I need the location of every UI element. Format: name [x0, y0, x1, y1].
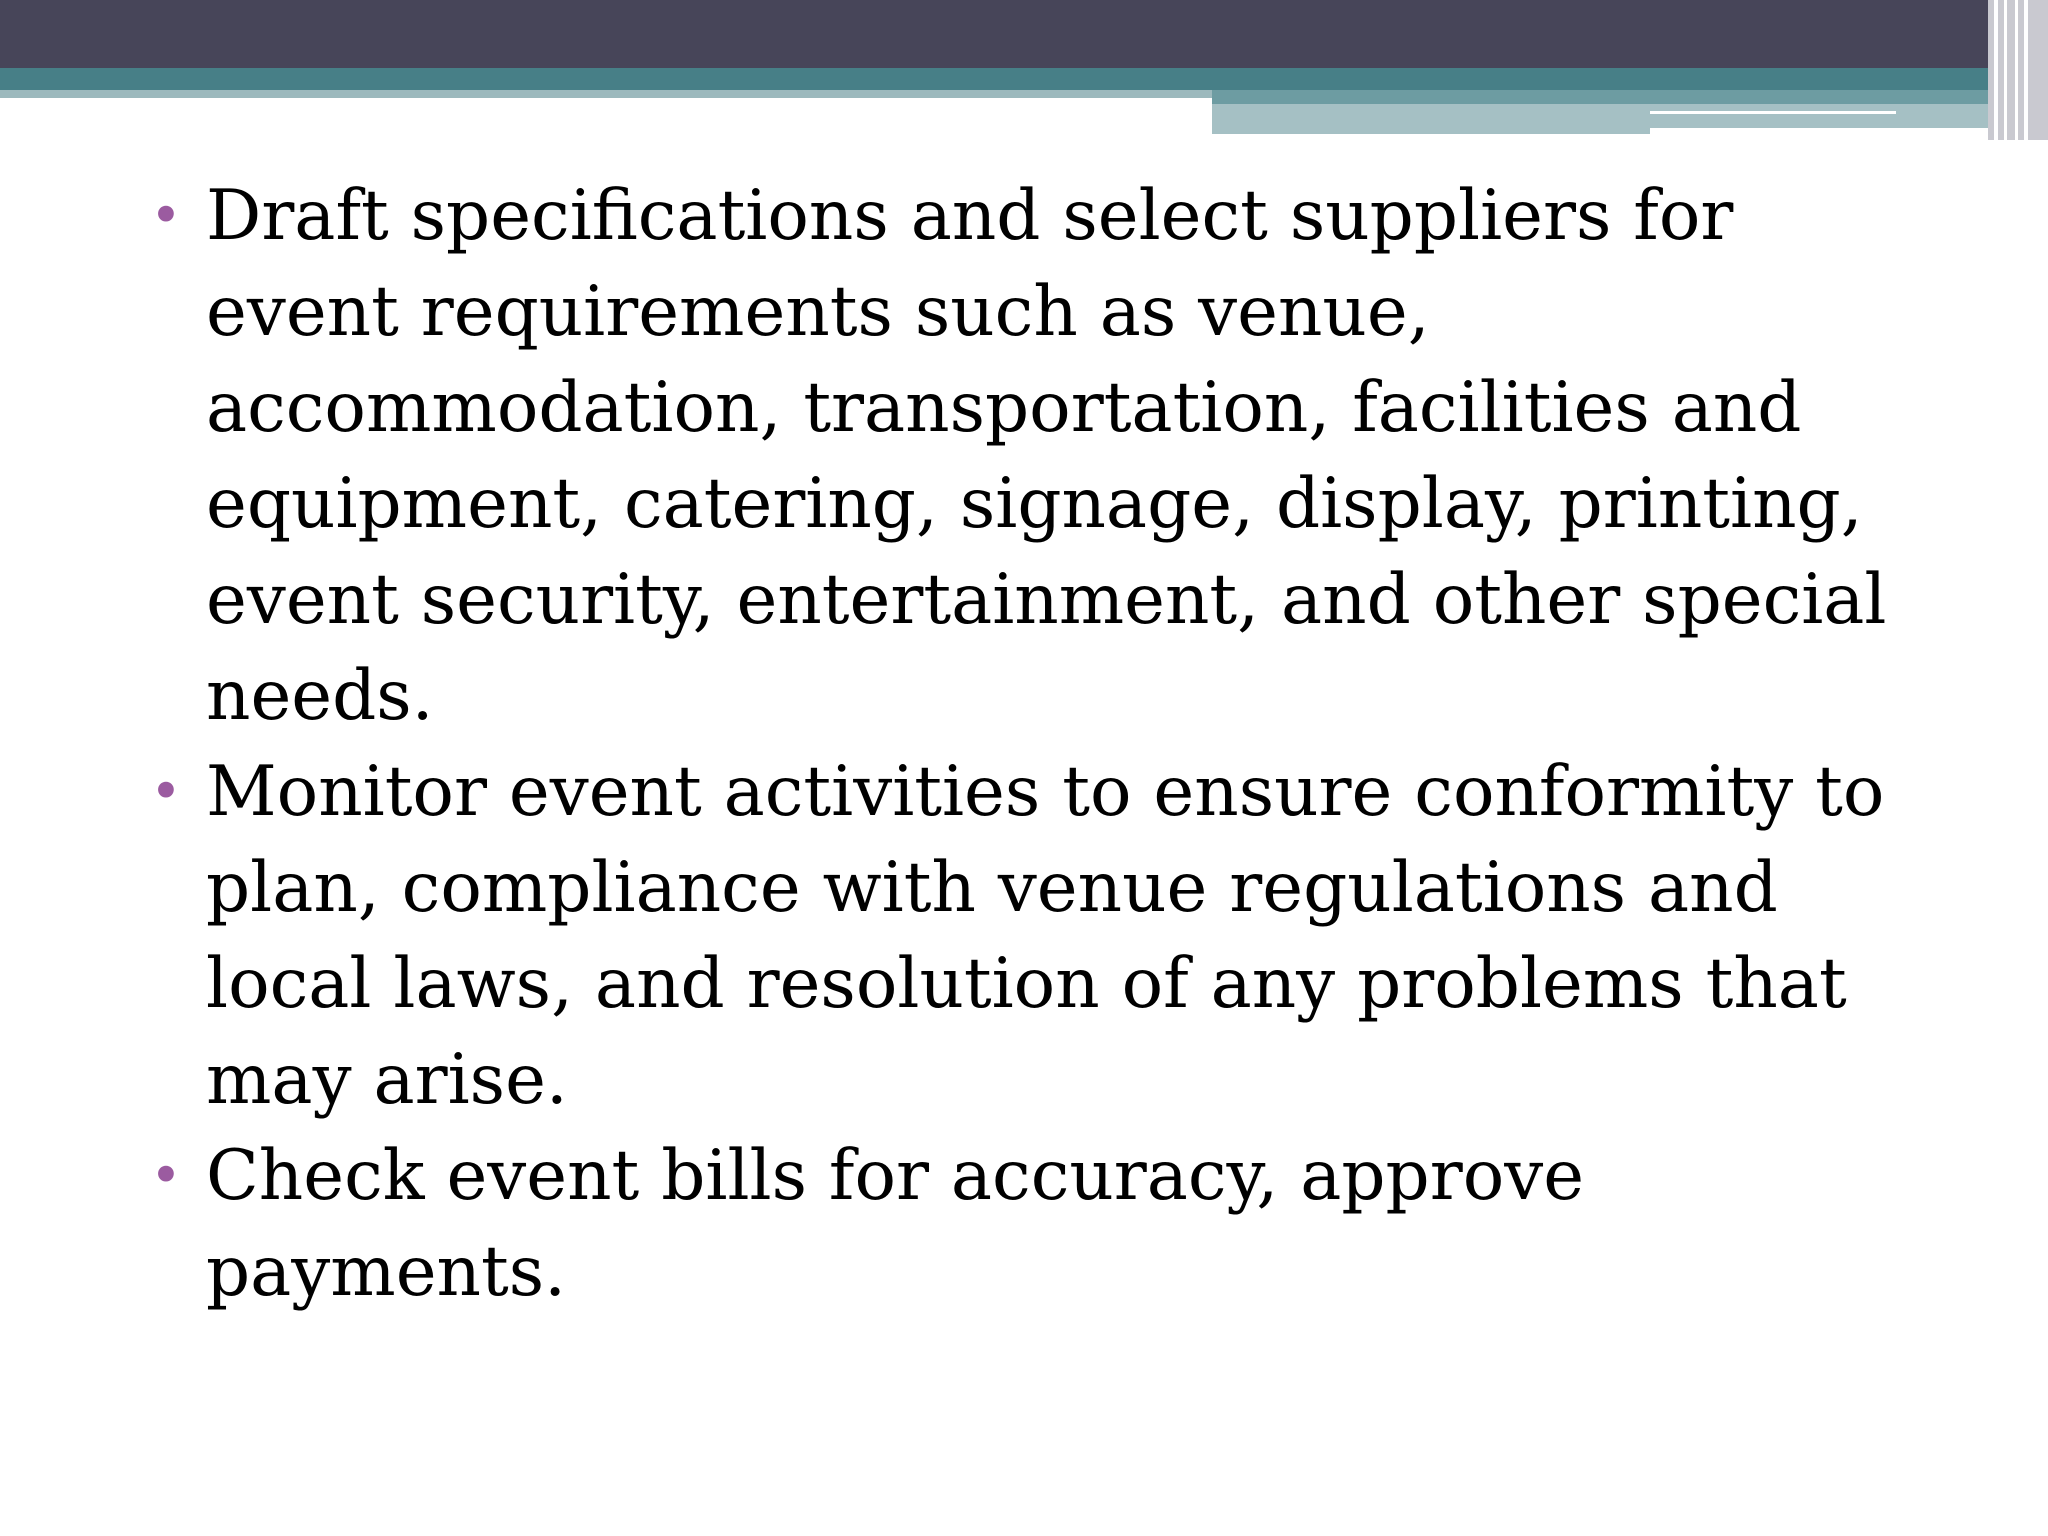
- bullet-text: Draft specifications and select suppliers for event requirements such as venue, accommodation, transportation, facilities and equipment, catering, signage, display, printing, event security, entertainment, and other special needs.: [206, 176, 1887, 736]
- header-step-bar-left: [1212, 114, 1650, 134]
- bullet-dot-icon: •: [150, 1144, 182, 1207]
- bullet-list: [140, 168, 1900, 1320]
- bullet-dot-icon: •: [150, 184, 182, 247]
- header-teal-bar: [0, 68, 2048, 90]
- header-light-bar: [0, 90, 1212, 98]
- bullet-text: Monitor event activities to ensure conformity to plan, compliance with venue regulations and local laws, and resolution of any problems that may arise.: [206, 752, 1885, 1120]
- header-decoration: [0, 0, 2048, 140]
- bullet-item-specifications: [140, 168, 1900, 744]
- bullet-text: Check event bills for accuracy, approve payments.: [206, 1136, 1585, 1312]
- header-step-bar: [1212, 90, 2048, 104]
- header-dark-bar: [0, 0, 2048, 68]
- bullet-item-monitor: [140, 744, 1900, 1128]
- bullet-item-bills: [140, 1128, 1900, 1320]
- bullet-dot-icon: •: [150, 760, 182, 823]
- header-step-bar-lower: [1212, 104, 2048, 114]
- right-edge-stripes: [1988, 0, 2048, 140]
